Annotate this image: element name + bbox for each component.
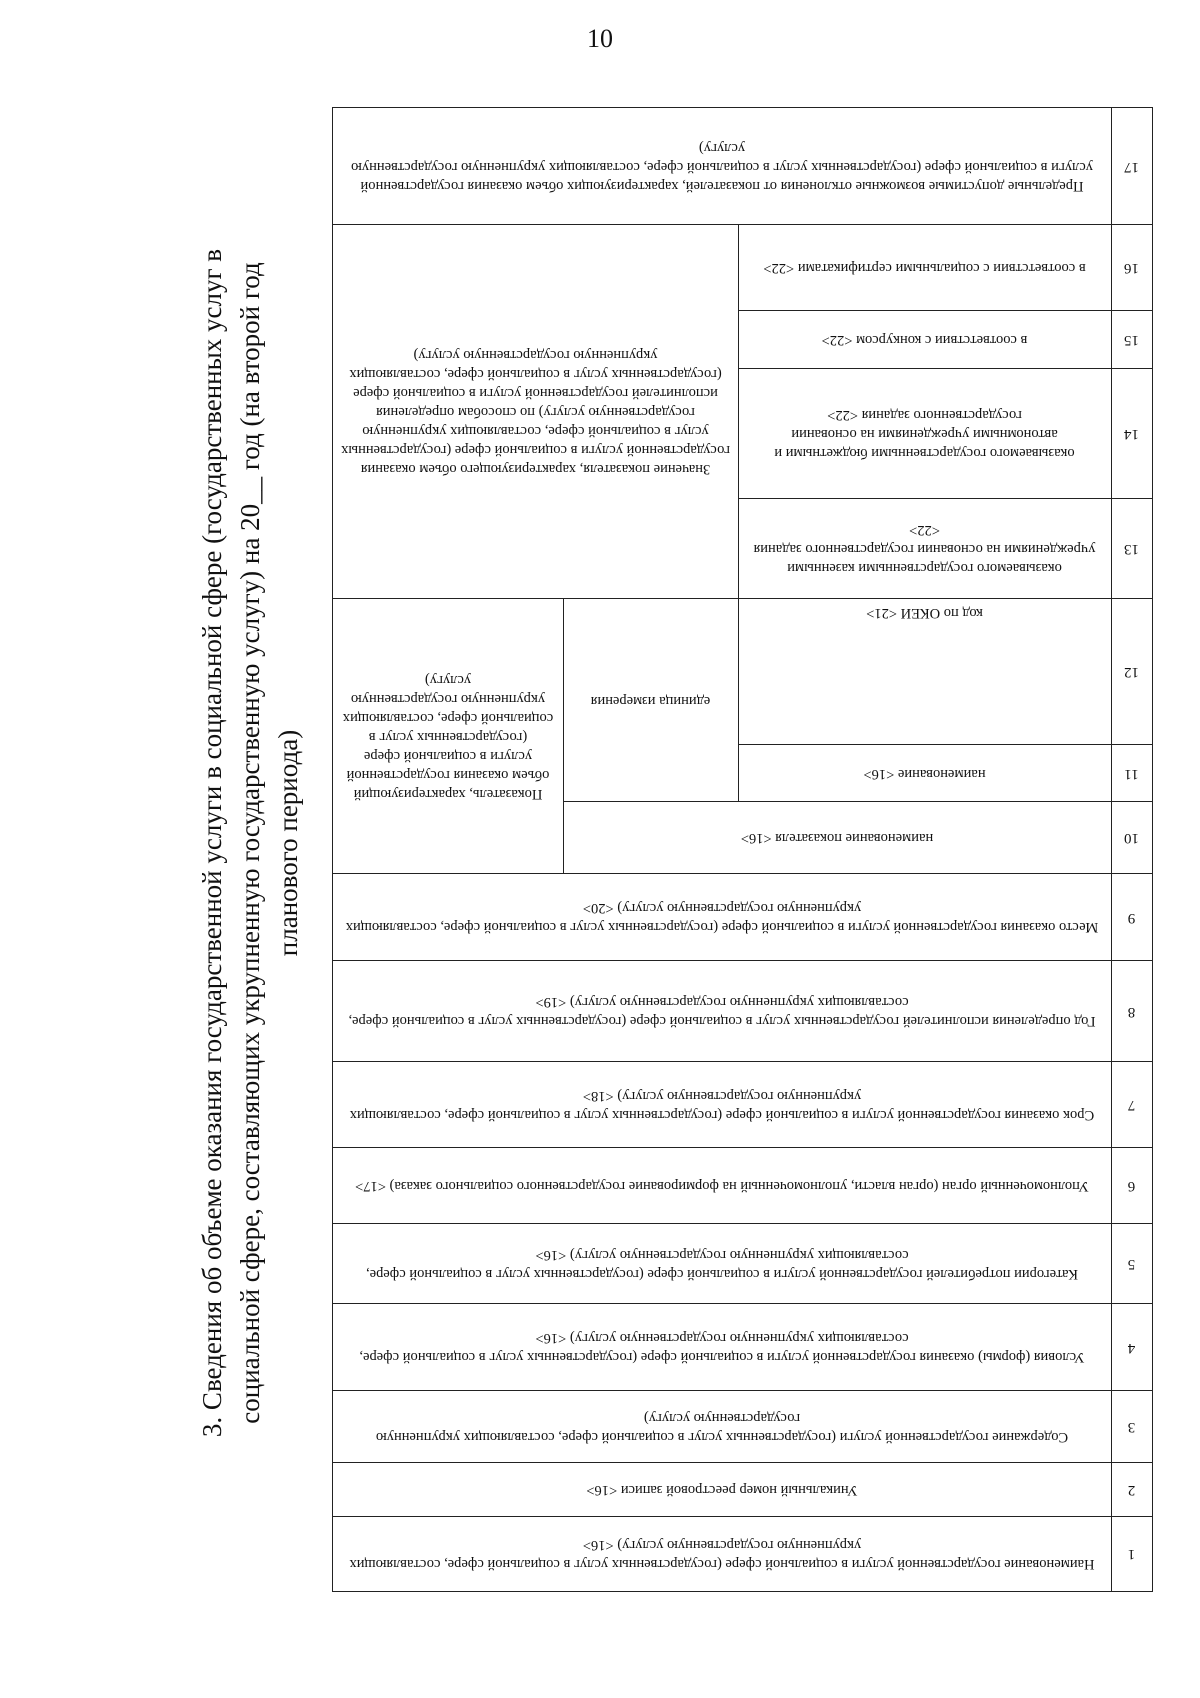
header-col-9: Место оказания государственной услуги в социальной сфере (государственных услуг в социальной сфере, составляющих укрупненную государственную услугу) <20> <box>332 873 1112 962</box>
col-num-cell: 2 <box>1110 1462 1153 1518</box>
col-num-cell: 1 <box>1110 1516 1153 1592</box>
heading-line-3: планового периода) <box>273 729 303 957</box>
header-col-15: в соответствии с конкурсом <22> <box>737 310 1112 370</box>
col-num-cell: 9 <box>1110 873 1153 962</box>
col-num-cell: 3 <box>1110 1390 1153 1464</box>
header-value-group: Значение показателя, характеризующего объем оказания государственной услуги в социальной сфере (государственных услуг в социальной сфере, составляющих укрупненную государственную услугу) по способам определения исполнителей государственной услуги в социальной сфере (государственных услуг в социальной сфере, составляющих укрупненную государственную услугу) <box>332 224 739 600</box>
col-num-cell: 12 <box>1110 598 1153 746</box>
col-num-cell: 8 <box>1110 960 1153 1063</box>
header-col-6: Уполномоченный орган (орган власти, уполномоченный на формирование государственного социального заказа) <17> <box>332 1147 1112 1225</box>
header-col-3: Содержание государственной услуги (государственных услуг в социальной сфере, составляющих укрупненную государственную услугу) <box>332 1390 1112 1464</box>
col-num-cell: 15 <box>1110 310 1153 370</box>
col-num-cell: 6 <box>1110 1147 1153 1225</box>
header-col-14: оказываемого государственными бюджетными и автономными учреждениями на основании государственного задания <22> <box>737 368 1112 500</box>
header-col-7: Срок оказания государственной услуги в социальной сфере (государственных услуг в социальной сфере, составляющих укрупненную государственную услугу) <18> <box>332 1061 1112 1149</box>
col-num-cell: 5 <box>1110 1223 1153 1305</box>
header-col-13: оказываемого государственными казенными учреждениями на основании государственного задания <22> <box>737 498 1112 600</box>
heading-line-1: 3. Сведения об объеме оказания государственной услуги в социальной сфере (государственных услуг в <box>197 248 227 1438</box>
header-col-2: Уникальный номер реестровой записи <16> <box>332 1462 1112 1518</box>
heading-line-2: социальной сфере, составляющих укрупненную государственную услугу) на 20__ год (на второй год <box>235 262 265 1424</box>
header-col-10: наименование показателя <16> <box>562 801 1112 875</box>
section-heading <box>193 198 307 1488</box>
header-col-4: Условия (формы) оказания государственной услуги в социальной сфере (государственных услуг в социальной сфере, составляющих укрупненную государственную услугу) <16> <box>332 1303 1112 1392</box>
header-col-16: в соответствии с социальными сертификатами <22> <box>737 224 1112 312</box>
col-num-cell: 11 <box>1110 744 1153 803</box>
col-num-cell: 16 <box>1110 224 1153 312</box>
header-col-5: Категории потребителей государственной услуги в социальной сфере (государственных услуг в социальной сфере, составляющих укрупненную государственную услугу) <16> <box>332 1223 1112 1305</box>
header-col-12: код по ОКЕИ <21> <box>737 598 1112 746</box>
page-number: 10 <box>587 24 613 53</box>
header-col-8: Год определения исполнителей государственных услуг в социальной сфере (государственных услуг в социальной сфере, составляющих укрупненную государственную услугу) <19> <box>332 960 1112 1063</box>
header-unit-group: единица измерения <box>562 598 739 803</box>
header-indicator-group: Показатель, характеризующий объем оказания государственной услуги в социальной сфере (государственных услуг в социальной сфере, составляющих укрупненную государственную услугу) <box>332 598 564 875</box>
header-col-17: Предельные допустимые возможные отклонения от показателей, характеризующих объем оказания государственной услуги в социальной сфере (государственных услуг в социальной сфере, составляющих укрупненную государственную услугу) <box>332 107 1112 226</box>
header-col-1: Наименование государственной услуги в социальной сфере (государственных услуг в социальной сфере, составляющих укрупненную государственную услугу) <16> <box>332 1516 1112 1592</box>
col-num-cell: 14 <box>1110 368 1153 500</box>
header-col-11: наименование <16> <box>737 744 1112 803</box>
col-num-cell: 4 <box>1110 1303 1153 1392</box>
col-num-cell: 7 <box>1110 1061 1153 1149</box>
col-num-cell: 17 <box>1110 107 1153 226</box>
col-num-cell: 10 <box>1110 801 1153 875</box>
col-num-cell: 13 <box>1110 498 1153 600</box>
